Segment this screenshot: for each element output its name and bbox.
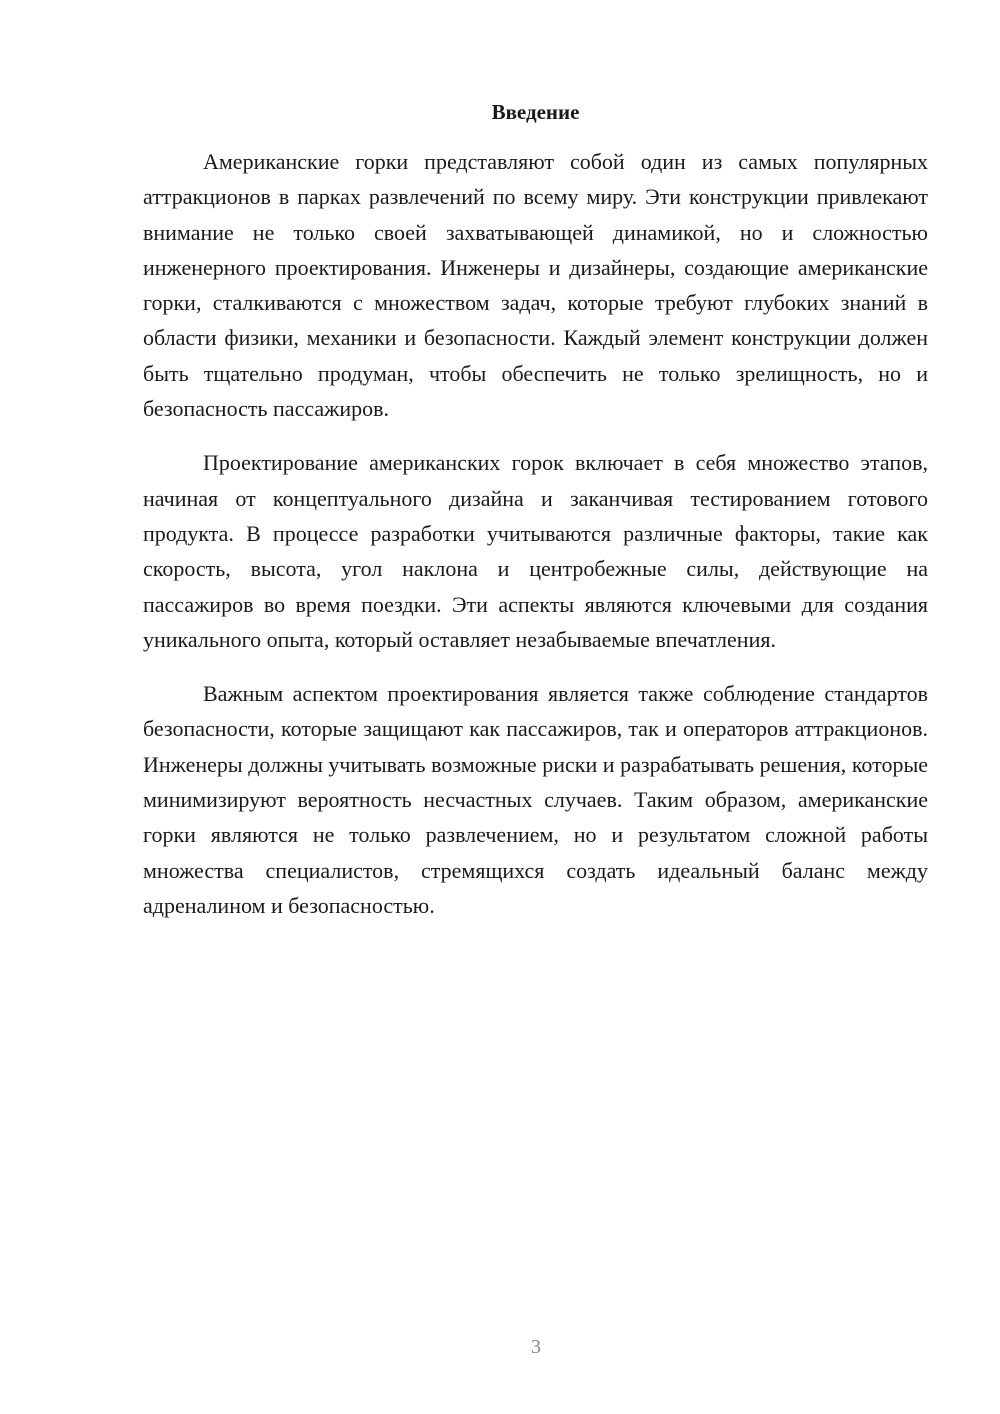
section-heading: Введение (491, 100, 580, 124)
body-text (143, 144, 928, 942)
paragraph-2: Проектирование американских горок включает в себя множество этапов, начиная от концептуального дизайна и заканчивая тестированием готового продукта. В процессе разработки учитываются различные факторы, такие как скорость, высота, угол наклона и центробежные силы, действующие на пассажиров во время поездки. Эти аспекты являются ключевыми для создания уникального опыта, который оставляет незабываемые впечатления. (143, 450, 928, 652)
paragraph-1: Американские горки представляют собой один из самых популярных аттракционов в парках развлечений по всему миру. Эти конструкции привлекают внимание не только своей захватывающей динамикой, но и сложностью инженерного проектирования. Инженеры и дизайнеры, создающие американские горки, сталкиваются с множеством задач, которые требуют глубоких знаний в области физики, механики и безопасности. Каждый элемент конструкции должен быть тщательно продуман, чтобы обеспечить не только зрелищность, но и безопасность пассажиров. (143, 149, 928, 422)
page-number: 3 (531, 1336, 541, 1358)
paragraph-3: Важным аспектом проектирования является также соблюдение стандартов безопасности, которые защищают как пассажиров, так и операторов аттракционов. Инженеры должны учитывать возможные риски и разрабатывать решения, которые минимизируют вероятность несчастных случаев. Таким образом, американские горки являются не только развлечением, но и результатом сложной работы множества специалистов, стремящихся создать идеальный баланс между адреналином и безопасностью. (143, 681, 928, 918)
